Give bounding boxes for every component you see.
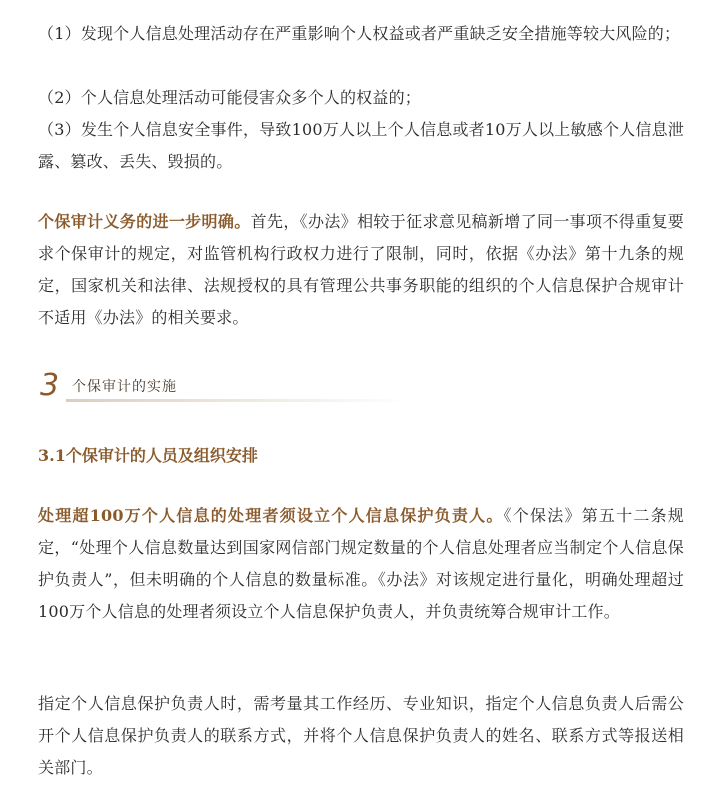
- paragraph-body: 首先，《办法》相较于征求意见稿新增了同一事项不得重复要求个保审计的规定，对监管机构行政权力进行了限制，同时，依据《办法》第十九条的规定，国家机关和法律、法规授权的具有管理公共事务职能的组织的个人信息保护合规审计不适用《办法》的相关要求。: [38, 212, 684, 327]
- paragraph-designate: 指定个人信息保护负责人时，需考量其工作经历、专业知识，指定个人信息负责人后需公开个人信息保护负责人的联系方式，并将个人信息保护负责人的姓名、联系方式等报送相关部门。: [38, 694, 684, 777]
- list-item-1: （1）发现个人信息处理活动存在严重影响个人权益或者严重缺乏安全措施等较大风险的；: [38, 24, 681, 43]
- section-title: 个保审计的实施: [72, 379, 177, 395]
- list-item-2: （2）个人信息处理活动可能侵害众多个人的权益的；: [38, 88, 421, 107]
- paragraph-lead: 个保审计义务的进一步明确。: [38, 212, 251, 231]
- paragraph-body: 《个保法》第五十二条规定，“处理个人信息数量达到国家网信部门规定数量的个人信息处理者应当制定个人信息保护负责人”，但未明确的个人信息的数量标准。《办法》对该规定进行量化，明确处理超过100万个人信息的处理者须设立个人信息保护负责人，并负责统筹合规审计工作。: [38, 506, 685, 621]
- paragraph-clarify: [38, 206, 684, 334]
- list-item-3: （3）发生个人信息安全事件，导致100万人以上个人信息或者10万人以上敏感个人信息泄露、篡改、丢失、毁损的。: [38, 120, 684, 171]
- subsection-title: 3.1个保审计的人员及组织安排: [38, 446, 258, 465]
- section-number: 3: [40, 368, 60, 403]
- paragraph-officer: [38, 500, 684, 628]
- paragraph-lead: 处理超100万个人信息的处理者须设立个人信息保护负责人。: [38, 506, 504, 525]
- section-heading: [40, 366, 410, 406]
- section-divider: [66, 399, 410, 402]
